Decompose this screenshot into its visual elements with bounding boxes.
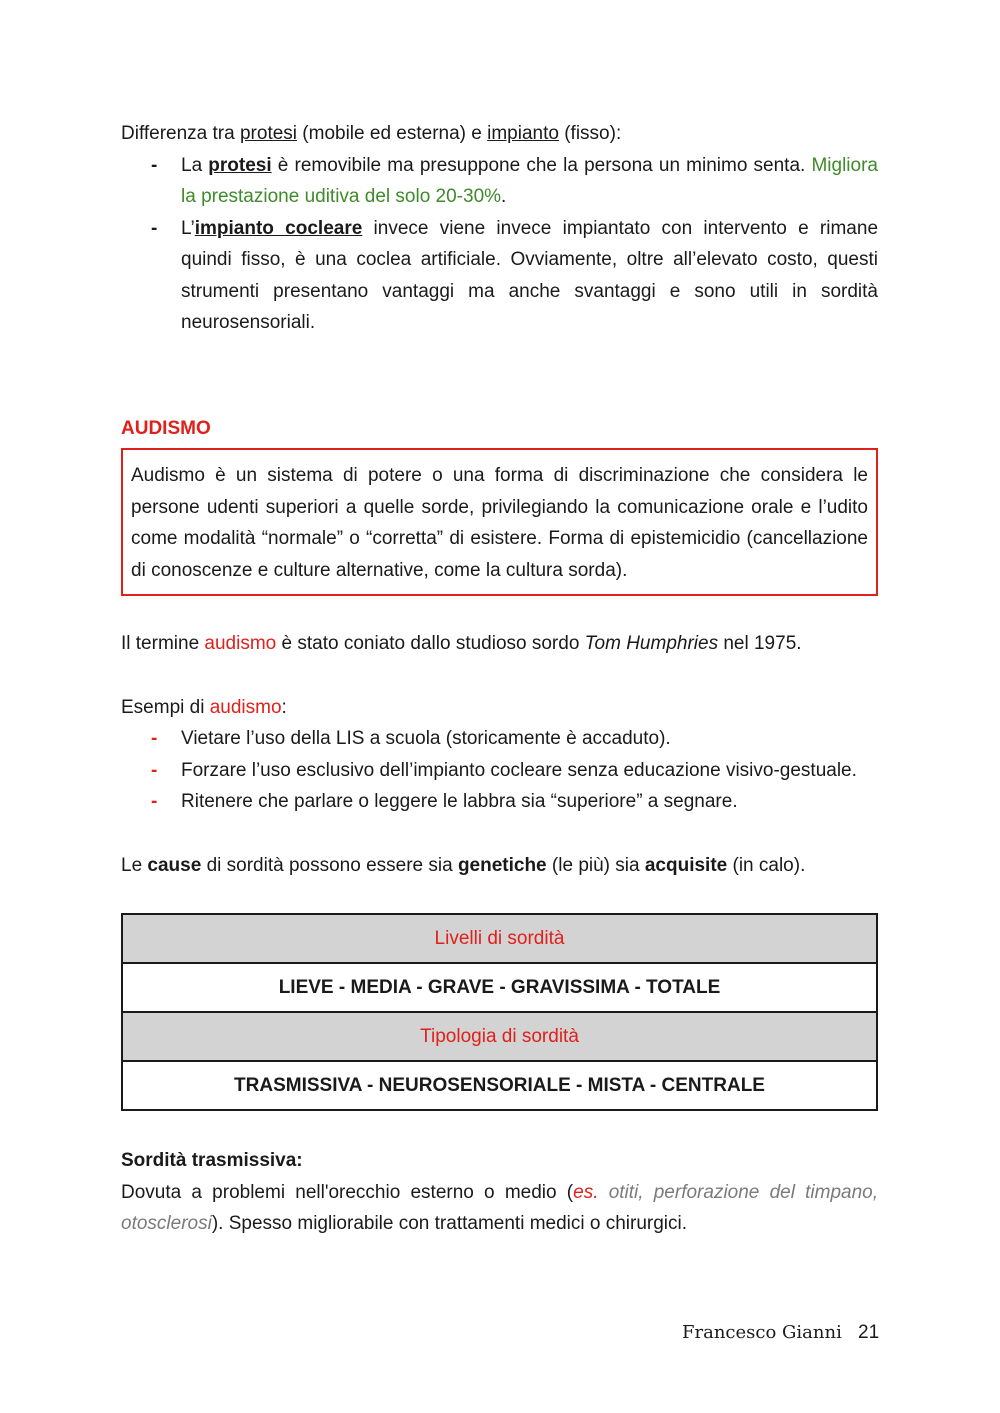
table-row (122, 963, 877, 1012)
dash-bullet: - (151, 217, 158, 239)
dash-bullet: - (151, 728, 158, 749)
dash-bullet: - (151, 759, 158, 781)
impianto-term: impianto (487, 123, 559, 144)
table-row (122, 914, 877, 963)
list-item: - Vietare l’uso della LIS a scuola (storicamente è accaduto). (121, 723, 878, 755)
list-item: - Forzare l’uso esclusivo dell’impianto cocleare senza educazione visivo-gestuale. (121, 755, 878, 787)
table-value-types: TRASMISSIVA - NEUROSENSORIALE - MISTA - CENTRALE (122, 1061, 877, 1110)
intro-line: Differenza tra protesi (mobile ed esterna) e impianto (fisso): (121, 123, 622, 144)
deafness-table (121, 913, 878, 1111)
table-row (122, 1061, 877, 1110)
examples-heading: Esempi di audismo: (121, 696, 287, 718)
list-item: - La protesi è removibile ma presuppone che la persona un minimo senta. Migliora la prestazione uditiva del solo 20-30%. (121, 150, 878, 213)
footer-author: Francesco Gianni (682, 1322, 842, 1343)
table-header-levels: Livelli di sordità (122, 914, 877, 963)
protesi-term: protesi (239, 123, 298, 144)
section-title-trasmissiva: Sordità trasmissiva: (121, 1150, 303, 1171)
causes-line: Le cause di sordità possono essere sia genetiche (le più) sia acquisite (in calo). (121, 854, 806, 876)
dash-bullet: - (151, 791, 158, 812)
table-header-types: Tipologia di sordità (122, 1012, 877, 1061)
table-row (122, 1012, 877, 1061)
list-item: - L’impianto cocleare invece viene invece impiantato con intervento e rimane quindi fisso, è una coclea artificiale. Ovviamente, oltre all’elevato costo, questi strumenti presentano vantaggi ma anche svantaggi e sono utili in sordità neurosensoriali. (121, 213, 878, 339)
term-origin: Il termine audismo è stato coniato dallo studioso sordo Tom Humphries nel 1975. (121, 633, 802, 654)
definition-box: Audismo è un sistema di potere o una forma di discriminazione che considera le persone udenti superiori a quelle sorde, privilegiando la comunicazione orale e l’udito come modalità “normale” o “corretta” di esistere. Forma di epistemicidio (cancellazione di conoscenze e culture alternative, come la cultura sorda). (121, 448, 878, 596)
trasmissiva-text: Dovuta a problemi nell'orecchio esterno o medio (es. otiti, perforazione del timpano, otosclerosi). Spesso migliorabile con trattamenti medici o chirurgici. (121, 1181, 879, 1234)
examples-list (121, 723, 878, 818)
highlight-green: Migliora la prestazione uditiva del solo 20-30% (181, 154, 878, 207)
section-title-audismo: AUDISMO (121, 417, 211, 439)
dash-bullet: - (151, 154, 158, 176)
table-value-levels: LIEVE - MEDIA - GRAVE - GRAVISSIMA - TOTALE (122, 963, 877, 1012)
page-content (121, 118, 878, 1240)
page-number: 21 (858, 1322, 880, 1343)
protesi-impianto-list (121, 150, 878, 339)
list-item: - Ritenere che parlare o leggere le labbra sia “superiore” a segnare. (121, 786, 878, 818)
